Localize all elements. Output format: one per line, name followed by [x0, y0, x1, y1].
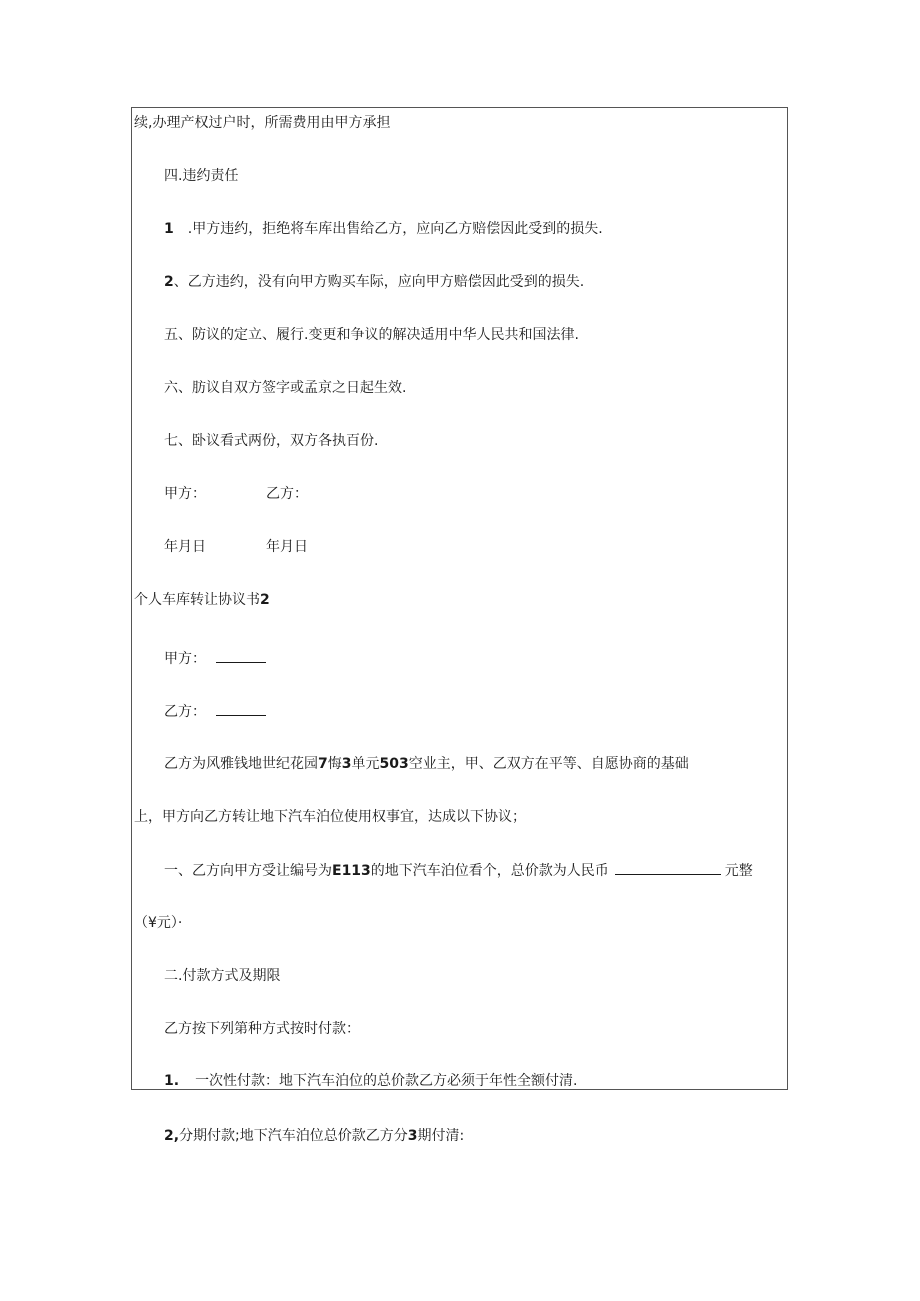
text-l13: 上，甲方向乙方转让地下汽车泊位使用权事宜，达成以下协议； [134, 809, 526, 825]
text-segment: 一、乙方向甲方受让编号为 [164, 863, 332, 879]
text-segment: E113 [332, 863, 371, 879]
text-segment: 503 [379, 756, 409, 772]
party-b-label: 乙方： [266, 486, 308, 502]
clause-text: 、乙方违约，没有向甲方购买车际，应向甲方赔偿因此受到的损失. [173, 274, 585, 290]
clause-5 [164, 325, 579, 345]
title-number: 2 [260, 592, 270, 608]
title-text: 个人车库转让协议书 [134, 592, 260, 608]
party-a-label-2: 甲方： [164, 651, 206, 667]
preamble-line-1 [164, 754, 689, 774]
section-heading-breach [164, 166, 238, 186]
date-party-b [266, 537, 308, 557]
signature-party-a [164, 484, 206, 504]
clause-number: 1 [164, 221, 174, 237]
text-l06: 六、肪议自双方签字或孟京之日起生效. [164, 380, 407, 396]
preamble-line-2 [134, 807, 526, 827]
signature-party-b [266, 484, 308, 504]
clause-text: 一次性付款：地下汽车泊位的总价款乙方必须于年性全额付清. [195, 1073, 578, 1089]
text-segment: 空业主，甲、乙双方在平等、自愿协商的基础 [408, 756, 689, 772]
clause-number: 1. [164, 1073, 180, 1089]
text-l16: 二.付款方式及期限 [164, 968, 281, 984]
clause-breach-2 [164, 272, 584, 292]
text-l07: 七、卧议看式两份，双方各执百份. [164, 433, 379, 449]
text-l02: 四.违约责任 [164, 168, 239, 184]
clause-transfer-1 [164, 860, 753, 880]
price-symbol-line [134, 913, 182, 933]
payment-option-1 [164, 1071, 578, 1091]
party-b-line [164, 701, 266, 721]
text-segment: 分期付款;地下汽车泊位总价款乙方分 [179, 1128, 408, 1144]
text-segment: 7 [318, 756, 328, 772]
text-l15: （¥元）· [134, 915, 183, 931]
section-heading-payment [164, 966, 280, 986]
text-l05: 五、防议的定立、履行.变更和争议的解决适用中华人民共和国法律. [164, 327, 579, 343]
payment-option-2 [164, 1126, 464, 1146]
clause-breach-1 [164, 219, 603, 239]
price-blank [615, 860, 721, 875]
clause-number: 2 [164, 274, 174, 290]
clause-number: 2, [164, 1128, 180, 1144]
text-l17: 乙方按下列第种方式按时付款： [164, 1021, 360, 1037]
text-segment: 3 [407, 1128, 418, 1144]
text-l01: 续,办理产权过户时，所需费用由甲方承担 [134, 115, 391, 131]
date-b-label: 年月日 [266, 539, 308, 555]
text-segment: 悔 [327, 756, 342, 772]
text-segment: 元整 [724, 863, 753, 879]
clause-6 [164, 378, 406, 398]
document-title-2 [134, 590, 270, 610]
text-segment: 3 [341, 756, 352, 772]
text-segment: 期付清: [417, 1128, 465, 1144]
party-a-label: 甲方： [164, 486, 206, 502]
party-b-label-2: 乙方： [164, 704, 206, 720]
text-line-1 [134, 113, 390, 133]
date-a-label: 年月日 [164, 539, 206, 555]
date-party-a [164, 537, 206, 557]
party-a-blank [216, 648, 266, 663]
clause-text: .甲方违约，拒绝将车库出售给乙方，应向乙方赔偿因此受到的损失. [187, 221, 603, 237]
party-a-line [164, 648, 266, 668]
text-segment: 单元 [351, 756, 380, 772]
clause-7 [164, 431, 378, 451]
party-b-blank [216, 701, 266, 716]
text-segment: 乙方为风雅钱地世纪花园 [164, 756, 318, 772]
payment-intro [164, 1019, 360, 1039]
text-segment: 的地下汽车泊位看个，总价款为人民币 [370, 863, 609, 879]
